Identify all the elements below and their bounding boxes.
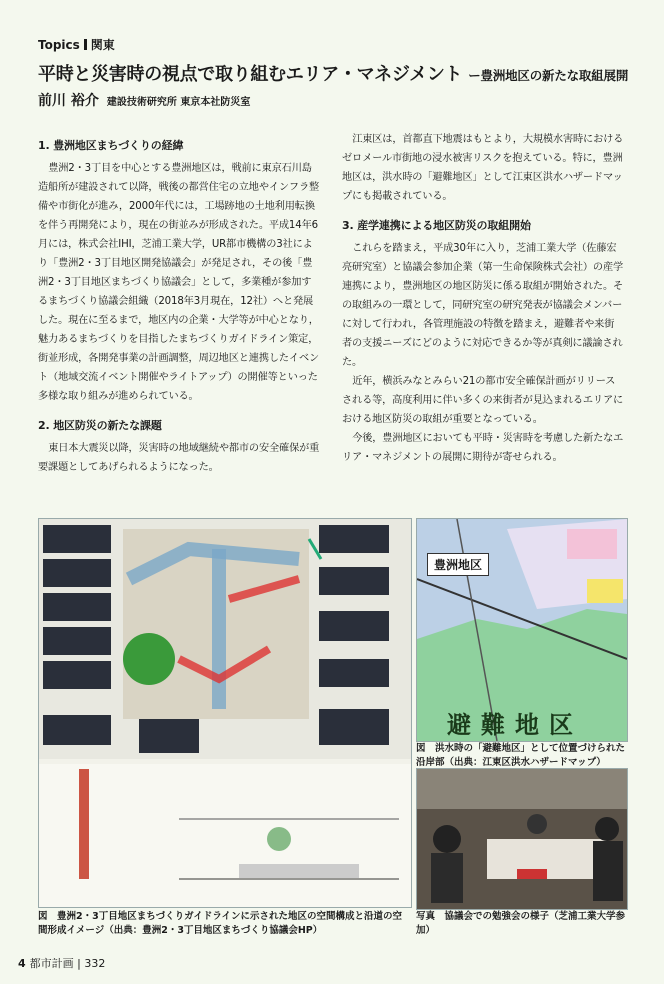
author: 前川 裕介 建設技術研究所 東京本社防災室	[38, 93, 251, 109]
section-heading: 1. 豊洲地区まちづくりの経緯	[38, 139, 184, 152]
page-footer: 4 都市計画 | 332	[18, 957, 106, 970]
district-label: 豊洲地区	[427, 553, 489, 576]
paragraph: 近年，横浜みなとみらい21の都市安全確保計画がリリースされる等，高度利用に伴い多くの来街者が見込まれるエリアにおける地区防災の取組が重要となっている。	[342, 376, 624, 425]
paragraph: これらを踏まえ，平成30年に入り，芝浦工業大学（佐藤宏亮研究室）と協議会参加企業（第一生命保険株式会社）の産学連携により，豊洲地区の地区防災に係る取組が開始された。その取組みの一環として，同研究室の研究発表が協議会メンバーに対して行われ，各管理施設の特徴を踏まえ，避難者や来街者の支援ニーズにどのように対応できるか等が真剣に議論された。	[342, 243, 624, 368]
paragraph: 今後，豊洲地区においても平時・災害時を考慮した新たなエリア・マネジメントの展開に期待が寄せられる。	[342, 433, 624, 463]
hazard-map	[416, 518, 628, 742]
article-title: 平時と災害時の視点で取り組むエリア・マネジメント ー豊洲地区の新たな取組展開	[38, 64, 629, 85]
paragraph: 豊洲2・3丁目を中心とする豊洲地区は，戦前に東京石川島造船所が建設されて以降，戦後の都営住宅の立地やインフラ整備や市街化が進み，2000年代には，工場跡地の土地利用転換を伴う再開発により，現在の街並みが形成された。平成14年6月には，株式会社IHI，芝浦工業大学，UR都市機構の3社により「豊洲2・3丁目地区開発協議会」が発足され，その後「豊洲2・3丁目地区まちづくり協議会」として，多業種が参加するまちづくり協議会組織（2018年3月現在，12社）へと発展した。現在に至るまで，地区内の企業・大学等が中心となり，魅力あるまちづくりを目指したまちづくりガイドライン策定，街並形成，各開発事業の計画調整，周辺地区と連携したイベント（地域交流イベント開催やライトアップ）の開催等といった多様な取り組みが進められている。	[38, 163, 320, 402]
guideline-diagram	[39, 519, 411, 907]
right-column	[342, 130, 624, 467]
section-heading: 3. 産学連携による地区防災の取組開始	[342, 219, 531, 232]
guideline-figure	[38, 518, 412, 908]
section-heading: 2. 地区防災の新たな課題	[38, 419, 162, 432]
meeting-photo	[416, 768, 628, 910]
figure-caption: 図 豊洲2・3丁目地区まちづくりガイドラインに示された地区の空間構成と沿道の空間形成イメージ（出典：豊洲2・3丁目地区まちづくり協議会HP）	[38, 911, 403, 936]
photo-caption: 写真 協議会での勉強会の様子（芝浦工業大学参加）	[416, 911, 626, 936]
topics-label: Topics 関東	[38, 38, 115, 52]
paragraph: 江東区は，首都直下地震はもとより，大規模水害時におけるゼロメール市街地の浸水被害リスクを抱えている。特に，豊洲地区は，洪水時の「避難地区」として江東区洪水ハザードマップにも掲載されている。	[342, 134, 624, 202]
paragraph: 東日本大震災以降，災害時の地域継続や都市の安全確保が重要課題としてあげられるようになった。	[38, 443, 320, 473]
meeting-photo-drawing	[417, 769, 627, 909]
left-column	[38, 130, 320, 477]
map-caption: 図 洪水時の「避難地区」として位置づけられた沿岸部（出典：江東区洪水ハザードマップ）	[416, 743, 626, 768]
zone-label: 避難地区	[447, 711, 583, 739]
